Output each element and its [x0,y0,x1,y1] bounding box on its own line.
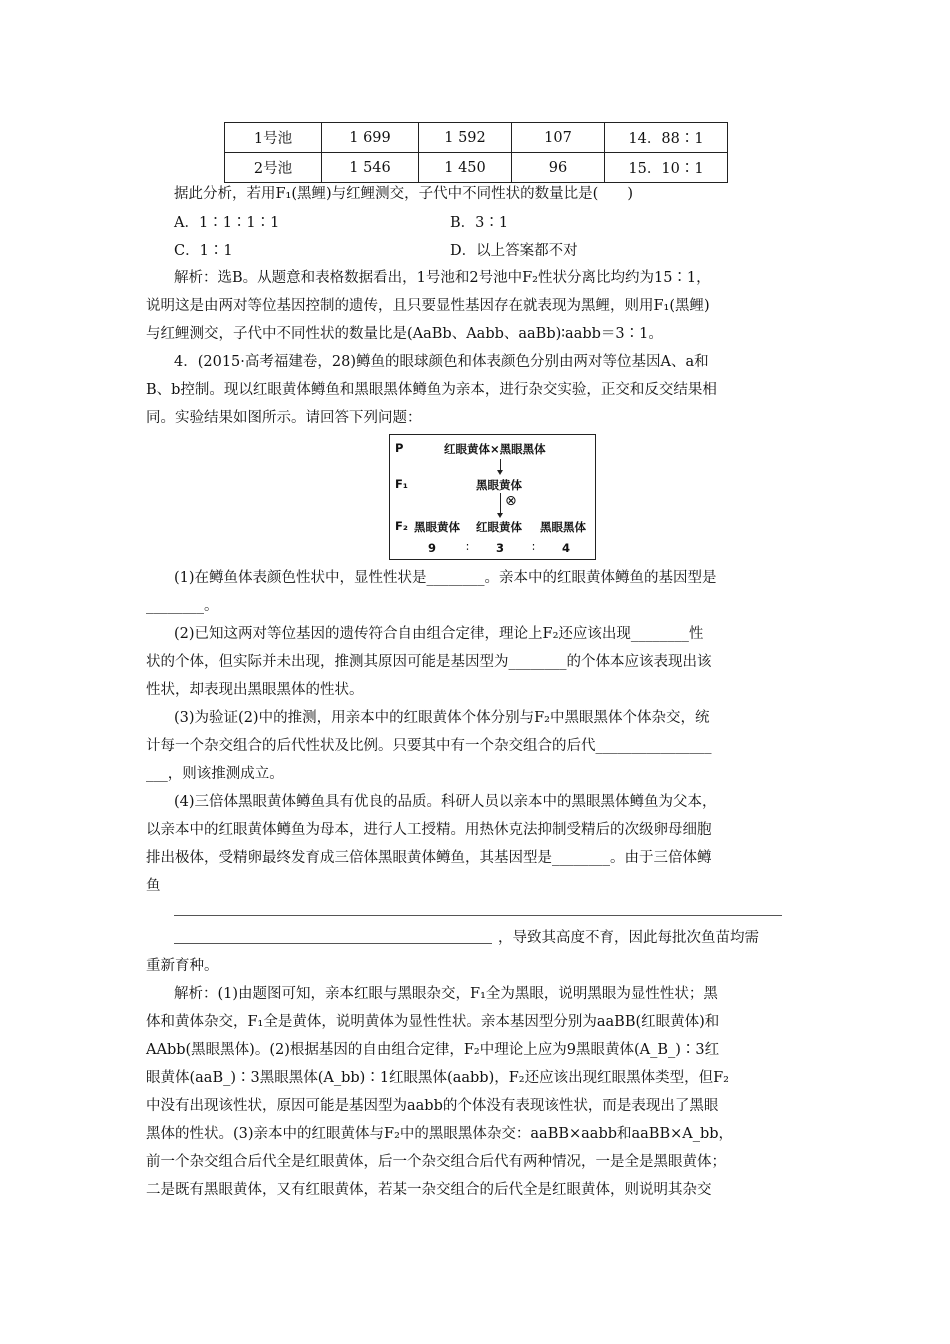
question-4-stem: 4．(2015·高考福建卷，28)鳟鱼的眼球颜色和体表颜色分别由两对等位基因A、a和 [174,354,709,370]
ratio-sep: ∶ [466,540,469,554]
sub-question-4-tail: ，导致其高度不育，因此每批次鱼苗均需 [498,930,759,946]
ratio-sep: ∶ [532,540,535,554]
p-cross: 红眼黄体×黑眼黑体 [444,442,546,456]
table-row [225,153,728,183]
fish-pond-table [224,122,728,183]
table-cell: 1 450 [419,153,512,183]
table-cell: 1 699 [322,123,419,153]
table-cell: 96 [512,153,605,183]
arrowhead-icon [497,513,503,518]
option-a: A．1∶1∶1∶1 [174,215,280,231]
option-c: C．1∶1 [174,243,233,259]
table-cell: 107 [512,123,605,153]
sub-question-4: (4)三倍体黑眼黄体鳟鱼具有优良的品质。科研人员以亲本中的黑眼黑体鳟鱼为父本， [174,794,717,810]
question-4-stem: 同。实验结果如图所示。请回答下列问题： [146,410,422,426]
sub-question-2: 状的个体，但实际并未出现，推测其原因可能是基因型为________的个体本应该表现出该 [146,654,712,670]
p-label: P [395,441,404,455]
f2-label: F₂ [395,519,408,533]
sub-question-1: ________。 [146,598,219,614]
question-4-stem: B、b控制。现以红眼黄体鳟鱼和黑眼黑体鳟鱼为亲本，进行杂交实验，正交和反交结果相 [146,382,717,398]
sub-question-4-tail: 重新育种。 [146,958,219,974]
sub-question-3: ___，则该推测成立。 [146,766,284,782]
arrow-down-icon [500,493,501,515]
analysis-line: 中没有出现该性状，原因可能是基因型为aabb的个体没有表现该性状，而是表现出了黑眼 [146,1098,719,1114]
option-b: B．3∶1 [450,215,509,231]
sub-question-3: 计每一个杂交组合的后代性状及比例。只要其中有一个杂交组合的后代________________ [146,738,712,754]
ratio-value: 3 [496,541,505,555]
analysis-line: 与红鲤测交，子代中不同性状的数量比是(AaBb、Aabb、aaBb)∶aabb＝3∶1。 [146,326,663,342]
sub-question-4: 以亲本中的红眼黄体鳟鱼为母本，进行人工授精。用热休克法抑制受精后的次级卵母细胞 [146,822,712,838]
analysis-line: 解析：选B。从题意和表格数据看出，1号池和2号池中F₂性状分离比均约为15∶1， [174,270,711,286]
analysis-line: 前一个杂交组合后代全是红眼黄体，后一个杂交组合后代有两种情况，一是全是黑眼黄体； [146,1154,726,1170]
table-cell: 1 592 [419,123,512,153]
self-cross-icon: ⊗ [505,493,517,509]
sub-question-3: (3)为验证(2)中的推测，用亲本中的红眼黄体个体分别与F₂中黑眼黑体个体杂交，统 [174,710,710,726]
genetic-cross-diagram [389,434,596,560]
answer-blank-line [174,943,492,944]
f1-label: F₁ [395,477,408,491]
table-row [225,123,728,153]
analysis-line: 二是既有黑眼黄体，又有红眼黄体，若某一杂交组合的后代全是红眼黄体，则说明其杂交 [146,1182,712,1198]
sub-question-2: (2)已知这两对等位基因的遗传符合自由组合定律，理论上F₂还应该出现________性 [174,626,704,642]
ratio-value: 4 [562,541,571,555]
ratio-value: 9 [428,541,437,555]
arrowhead-icon [497,470,503,475]
analysis-line: 解析：(1)由题图可知，亲本红眼与黑眼杂交，F₁全为黑眼，说明黑眼为显性性状；黑 [174,986,718,1002]
table-cell: 2号池 [225,153,322,183]
analysis-line: 黑体的性状。(3)亲本中的红眼黄体与F₂中的黑眼黑体杂交：aaBB×aabb和aaBB×A_bb， [146,1126,734,1142]
analysis-line: 眼黄体(aaB_)∶3黑眼黑体(A_bb)∶1红眼黑体(aabb)，F₂还应该出现红眼黑体类型，但F₂ [146,1070,729,1086]
f1-phenotype: 黑眼黄体 [476,478,522,492]
table-cell: 1号池 [225,123,322,153]
f2-phenotype: 黑眼黄体 [414,520,460,534]
table-cell: 15．10∶1 [605,153,728,183]
sub-question-1: (1)在鳟鱼体表颜色性状中，显性性状是________。亲本中的红眼黄体鳟鱼的基因型是 [174,570,717,586]
analysis-line: 体和黄体杂交，F₁全是黄体，说明黄体为显性性状。亲本基因型分别为aaBB(红眼黄体)和 [146,1014,720,1030]
table-cell: 1 546 [322,153,419,183]
f2-phenotype: 红眼黄体 [476,520,522,534]
sub-question-4: 排出极体，受精卵最终发育成三倍体黑眼黄体鳟鱼，其基因型是________。由于三倍体鳟 [146,850,712,866]
answer-blank-line [174,915,782,916]
sub-question-4: 鱼 [146,878,161,894]
f2-phenotype: 黑眼黑体 [540,520,586,534]
table-cell: 14．88∶1 [605,123,728,153]
question-3-stem: 据此分析，若用F₁(黑鲤)与红鲤测交，子代中不同性状的数量比是( ) [174,186,633,202]
option-d: D．以上答案都不对 [450,243,578,259]
sub-question-2: 性状，却表现出黑眼黑体的性状。 [146,682,364,698]
analysis-line: AAbb(黑眼黑体)。(2)根据基因的自由组合定律，F₂中理论上应为9黑眼黄体(A_B_)∶3红 [146,1042,720,1058]
analysis-line: 说明这是由两对等位基因控制的遗传，且只要显性基因存在就表现为黑鲤，则用F₁(黑鲤) [146,298,710,314]
